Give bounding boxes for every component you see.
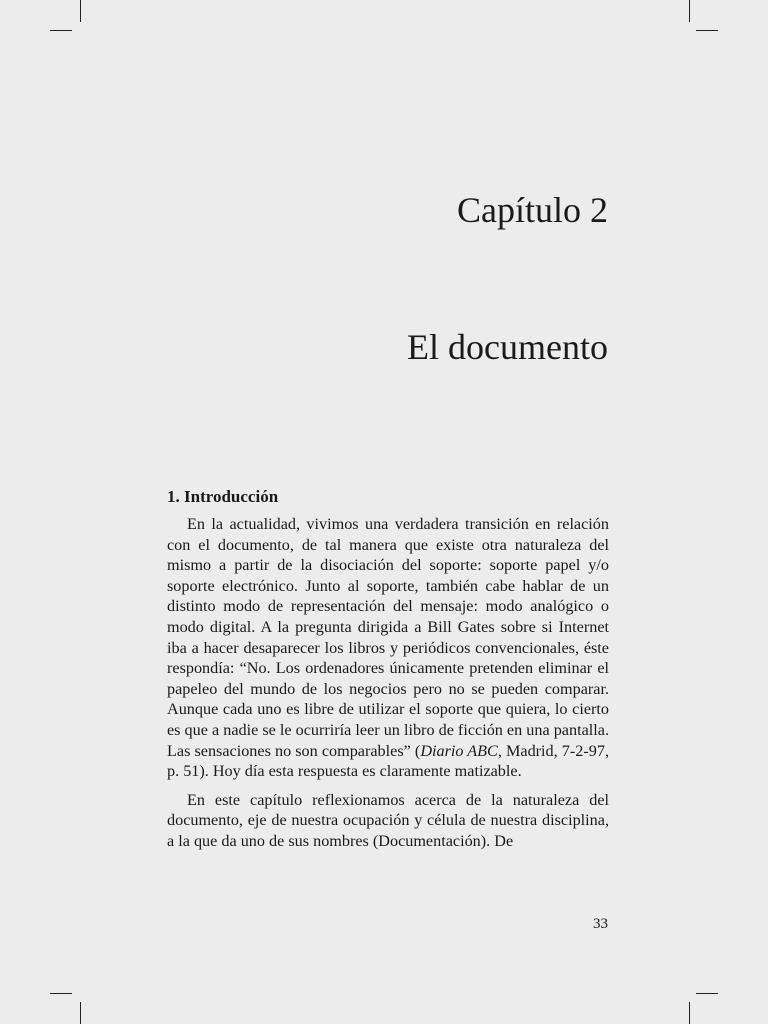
paragraph — [167, 514, 609, 782]
chapter-number: Capítulo 2 — [457, 190, 608, 230]
page-number: 33 — [593, 916, 608, 932]
paragraph-text: , Madrid, 7-2-97, p. 51). Hoy día esta respuesta es claramente matizable. — [167, 741, 609, 781]
body-text — [167, 514, 609, 860]
paragraph: En este capítulo reflexionamos acerca de la naturaleza del documento, eje de nuestra ocupación y célula de nuestra disciplina, a la que da uno de sus nombres (Documentación). De — [167, 790, 609, 850]
citation-title: Diario ABC — [420, 741, 498, 760]
crop-mark — [50, 30, 72, 31]
paragraph-text: En la actualidad, vivimos una verdadera transición en relación con el documento, de tal manera que existe otra naturaleza del mismo a partir de la disociación del soporte: soporte papel y/o soporte electrónico. Junto al soporte, también cabe hablar de un distinto modo de representación del mensaje: modo analógico o modo digital. A la pregunta dirigida a Bill Gates sobre si Internet iba a hacer desaparecer los libros y periódicos convencionales, éste respondía: “No. Los ordenadores únicamente pretenden eliminar el papeleo del mundo de los negocios pero no se pueden comparar. Aunque cada uno es libre de utilizar el soporte que quiera, lo cierto es que a nadie se le ocurriría leer un libro de ficción en una pantalla. Las sensaciones no son comparables” ( — [167, 515, 609, 760]
section-heading: 1. Introducción — [167, 487, 279, 506]
chapter-title: El documento — [407, 327, 608, 367]
crop-mark — [50, 993, 72, 994]
crop-mark — [696, 30, 718, 31]
crop-mark — [80, 1002, 81, 1024]
crop-mark — [80, 0, 81, 22]
crop-mark — [696, 993, 718, 994]
crop-mark — [689, 1002, 690, 1024]
crop-mark — [689, 0, 690, 22]
